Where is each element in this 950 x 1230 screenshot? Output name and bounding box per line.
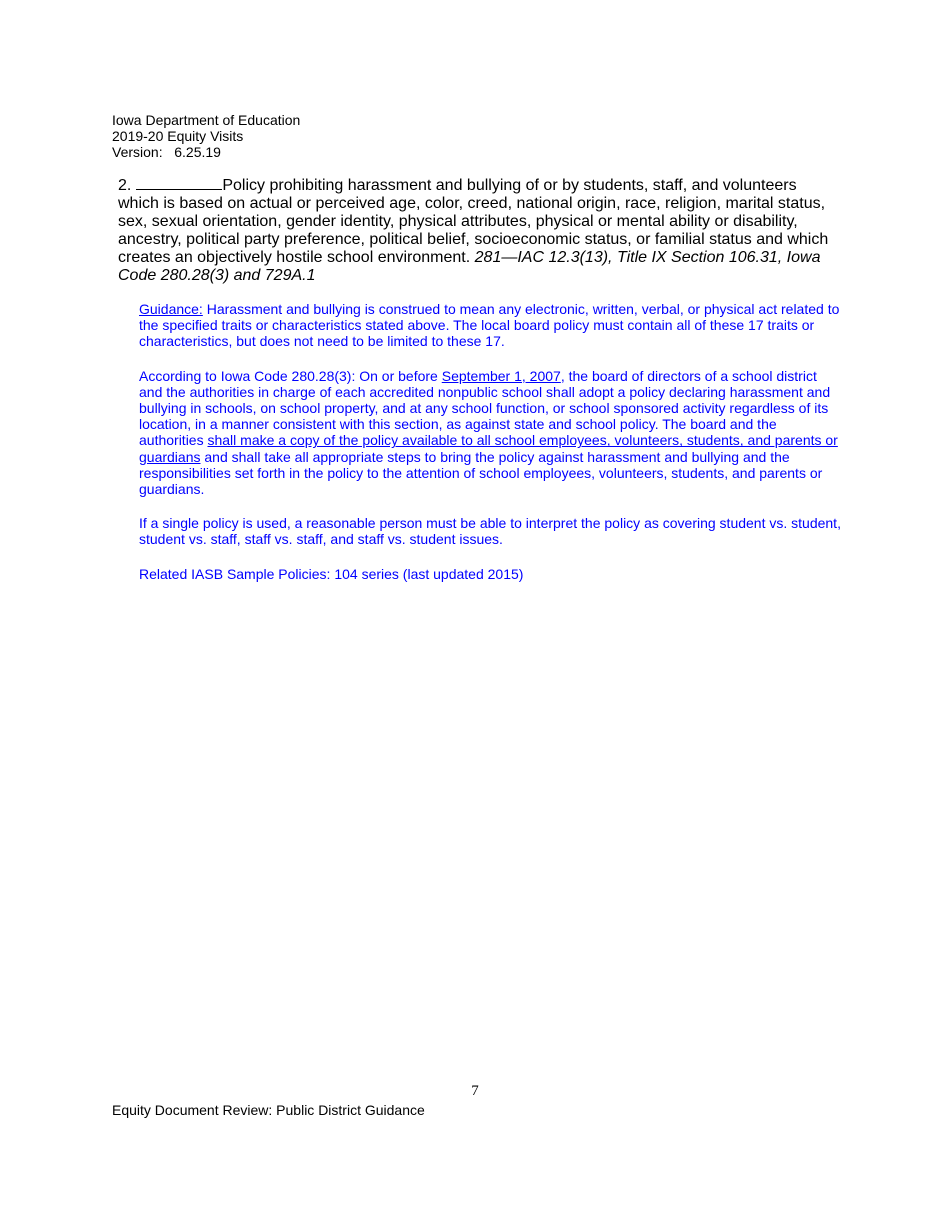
- guidance-paragraph-4: Related IASB Sample Policies: 104 series (last updated 2015): [139, 565, 524, 582]
- guidance-p2-intro: According to Iowa Code 280.28(3): On or before: [139, 367, 438, 384]
- guidance-p2-body: , the board of directors of a school district and the authorities in charge of each accredited nonpublic school shall adopt a policy declaring harassment and bullying in schools, on school property, and at any school function, or school sponsored activity regardless of its location, in a manner consistent with this section, as against state and school policy. The board and the authorities: [139, 367, 831, 449]
- header-org: Iowa Department of Education: [112, 112, 301, 128]
- guidance-p2-end: and shall take all appropriate steps to bring the policy against harassment and bullying and the responsibilities set forth in the policy to the attention of school employees, volunteers, students, and parents or guardians.: [139, 448, 823, 498]
- guidance-paragraph-2: [139, 368, 843, 498]
- footer-title: Equity Document Review: Public District Guidance: [112, 1102, 425, 1118]
- checklist-item: [118, 176, 840, 285]
- document-header: [112, 112, 300, 160]
- item-text: Policy prohibiting harassment and bullying of or by students, staff, and volunteers which is based on actual or perceived age, color, creed, national origin, race, religion, marital status, sex, sexual orientation, gender identity, physical attributes, physical or mental ability or disability, ancestry, political party preference, political belief, socioeconomic status, or familial status and which creates an objectively hostile school environment.: [118, 177, 829, 266]
- guidance-text: Harassment and bullying is construed to mean any electronic, written, verbal, or physical act related to the specified traits or characteristics stated above. The local board policy must contain all of these 17 traits or characteristics, but does not need to be limited to these 17.: [139, 301, 840, 350]
- header-version: Version: 6.25.19: [112, 144, 221, 160]
- guidance-section: [139, 301, 843, 600]
- item-number: 2.: [118, 177, 132, 194]
- header-title: 2019-20 Equity Visits: [112, 128, 244, 144]
- guidance-p2-underlined: shall make a copy of the policy available to all school employees, volunteers, students, and parents or guardians: [139, 432, 838, 465]
- guidance-label: Guidance:: [139, 301, 203, 317]
- guidance-paragraph-1: [139, 301, 843, 350]
- checkbox-blank-line: [136, 176, 222, 190]
- guidance-p2-date: September 1, 2007: [441, 367, 561, 384]
- item-citation: 281—IAC 12.3(13), Title IX Section 106.31, Iowa Code 280.28(3) and 729A.1: [118, 249, 821, 284]
- guidance-paragraph-3: If a single policy is used, a reasonable person must be able to interpret the policy as covering student vs. student, student vs. staff, staff vs. staff, and staff vs. student issues.: [139, 515, 841, 548]
- page-number: 7: [471, 1083, 479, 1099]
